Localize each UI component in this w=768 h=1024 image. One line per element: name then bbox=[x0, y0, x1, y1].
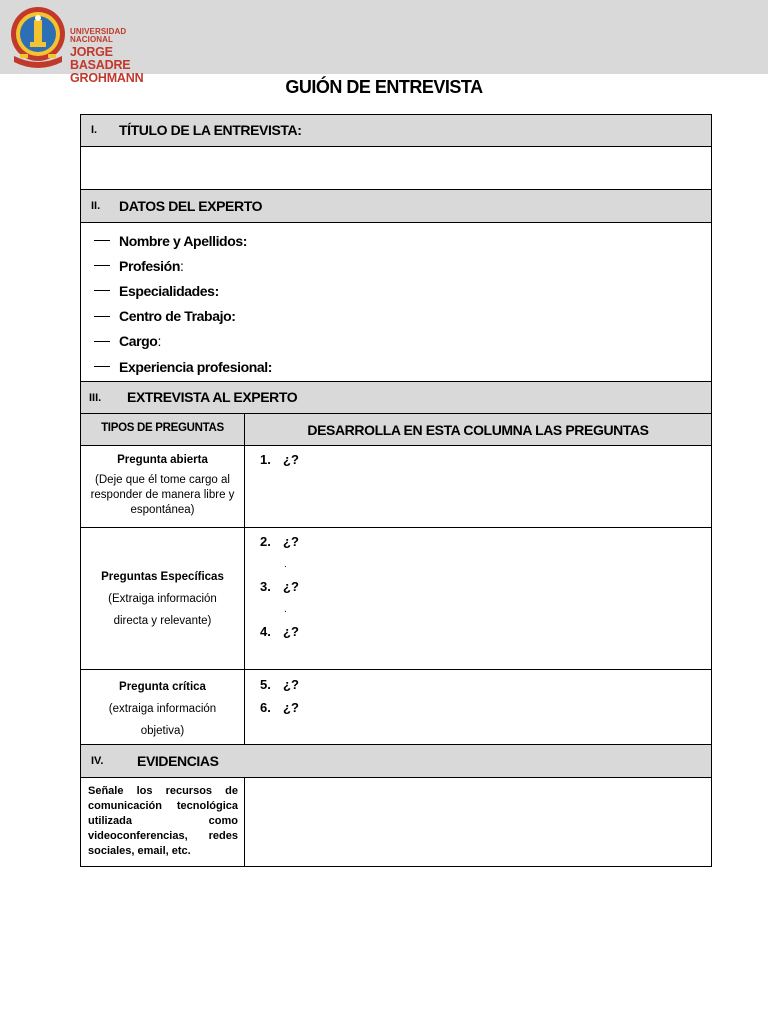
question-type-desc: (Deje que él tome cargo al responder de manera libre y espontánea) bbox=[90, 474, 235, 516]
question-text: ¿? bbox=[283, 624, 299, 639]
expert-field-name[interactable]: Nombre y Apellidos: bbox=[94, 228, 272, 253]
evidence-label: Señale los recursos de comunicación tecnológica utilizada como videoconferencias, redes sociales, email, etc. bbox=[88, 785, 238, 857]
question-number: 1. bbox=[260, 452, 271, 467]
questions-develop-header-label: DESARROLLA EN ESTA COLUMNA LAS PREGUNTAS bbox=[307, 422, 649, 438]
question-item[interactable] bbox=[260, 677, 299, 692]
question-type-desc: (extraiga información bbox=[108, 703, 217, 715]
dash-bullet bbox=[94, 240, 110, 241]
question-text: ¿? bbox=[283, 677, 299, 692]
section-2-title: DATOS DEL EXPERTO bbox=[119, 198, 263, 214]
question-type-desc: directa y relevante) bbox=[113, 615, 212, 627]
logo-line-1: UNIVERSIDAD NACIONAL bbox=[70, 27, 127, 44]
dash-bullet bbox=[94, 265, 110, 266]
questions-type-header bbox=[80, 413, 245, 446]
question-number: 2. bbox=[260, 534, 271, 549]
header-bar bbox=[0, 0, 768, 85]
document-title: GUIÓN DE ENTREVISTA bbox=[285, 77, 483, 97]
question-item[interactable] bbox=[260, 534, 299, 549]
question-item[interactable] bbox=[260, 579, 299, 594]
question-text: ¿? bbox=[283, 452, 299, 467]
questions-type-header-label: TIPOS DE PREGUNTAS bbox=[101, 422, 224, 434]
question-text: ¿? bbox=[283, 700, 299, 715]
university-seal-icon bbox=[8, 4, 68, 72]
question-type-label: Pregunta abierta bbox=[117, 454, 208, 466]
question-cell[interactable] bbox=[244, 527, 712, 670]
questions-develop-header bbox=[244, 413, 712, 446]
section-1-header bbox=[80, 114, 712, 147]
section-4-number: IV. bbox=[91, 755, 104, 767]
question-type-label: Pregunta crítica bbox=[119, 681, 206, 693]
question-cell[interactable] bbox=[244, 669, 712, 745]
question-type-label: Preguntas Específicas bbox=[101, 571, 224, 583]
section-1-number: I. bbox=[91, 124, 98, 136]
expert-field-workplace[interactable]: Centro de Trabajo: bbox=[94, 304, 272, 329]
question-item[interactable] bbox=[260, 624, 299, 639]
logo-line-3: GROHMANN bbox=[70, 71, 144, 85]
section-3-title: EXTREVISTA AL EXPERTO bbox=[127, 389, 298, 405]
expert-fields-list bbox=[94, 228, 272, 379]
expert-field-profession[interactable]: Profesión : bbox=[94, 253, 272, 278]
separator-dot: . bbox=[284, 559, 287, 570]
question-text: ¿? bbox=[283, 579, 299, 594]
separator-dot: . bbox=[284, 604, 287, 615]
question-number: 4. bbox=[260, 624, 271, 639]
university-logo bbox=[8, 4, 168, 85]
section-3-header bbox=[80, 381, 712, 414]
question-type-desc: (Extraiga información bbox=[108, 593, 217, 605]
expert-field-experience[interactable]: Experiencia profesional: bbox=[94, 354, 272, 379]
section-2-header bbox=[80, 189, 712, 223]
interview-title-field[interactable] bbox=[80, 146, 712, 190]
question-item[interactable] bbox=[260, 700, 299, 715]
question-number: 3. bbox=[260, 579, 271, 594]
question-type-desc: objetiva) bbox=[140, 725, 185, 737]
section-4-title: EVIDENCIAS bbox=[137, 753, 219, 769]
question-type-text bbox=[84, 676, 241, 742]
expert-field-position[interactable]: Cargo : bbox=[94, 329, 272, 354]
question-item[interactable] bbox=[260, 452, 299, 467]
expert-field-specialties[interactable]: Especialidades: bbox=[94, 278, 272, 303]
evidence-input-cell[interactable] bbox=[244, 777, 712, 867]
section-4-header bbox=[80, 744, 712, 778]
section-3-number: III. bbox=[89, 392, 102, 404]
question-type-text bbox=[84, 566, 241, 632]
section-1-title: TÍTULO DE LA ENTREVISTA: bbox=[119, 122, 302, 138]
question-text: ¿? bbox=[283, 534, 299, 549]
dash-bullet bbox=[94, 341, 110, 342]
question-cell[interactable] bbox=[244, 445, 712, 528]
question-number: 6. bbox=[260, 700, 271, 715]
dash-bullet bbox=[94, 366, 110, 367]
logo-line-2: JORGE BASADRE bbox=[70, 45, 131, 72]
dash-bullet bbox=[94, 316, 110, 317]
question-type-text bbox=[84, 451, 241, 518]
question-number: 5. bbox=[260, 677, 271, 692]
dash-bullet bbox=[94, 290, 110, 291]
section-2-number: II. bbox=[91, 200, 101, 212]
